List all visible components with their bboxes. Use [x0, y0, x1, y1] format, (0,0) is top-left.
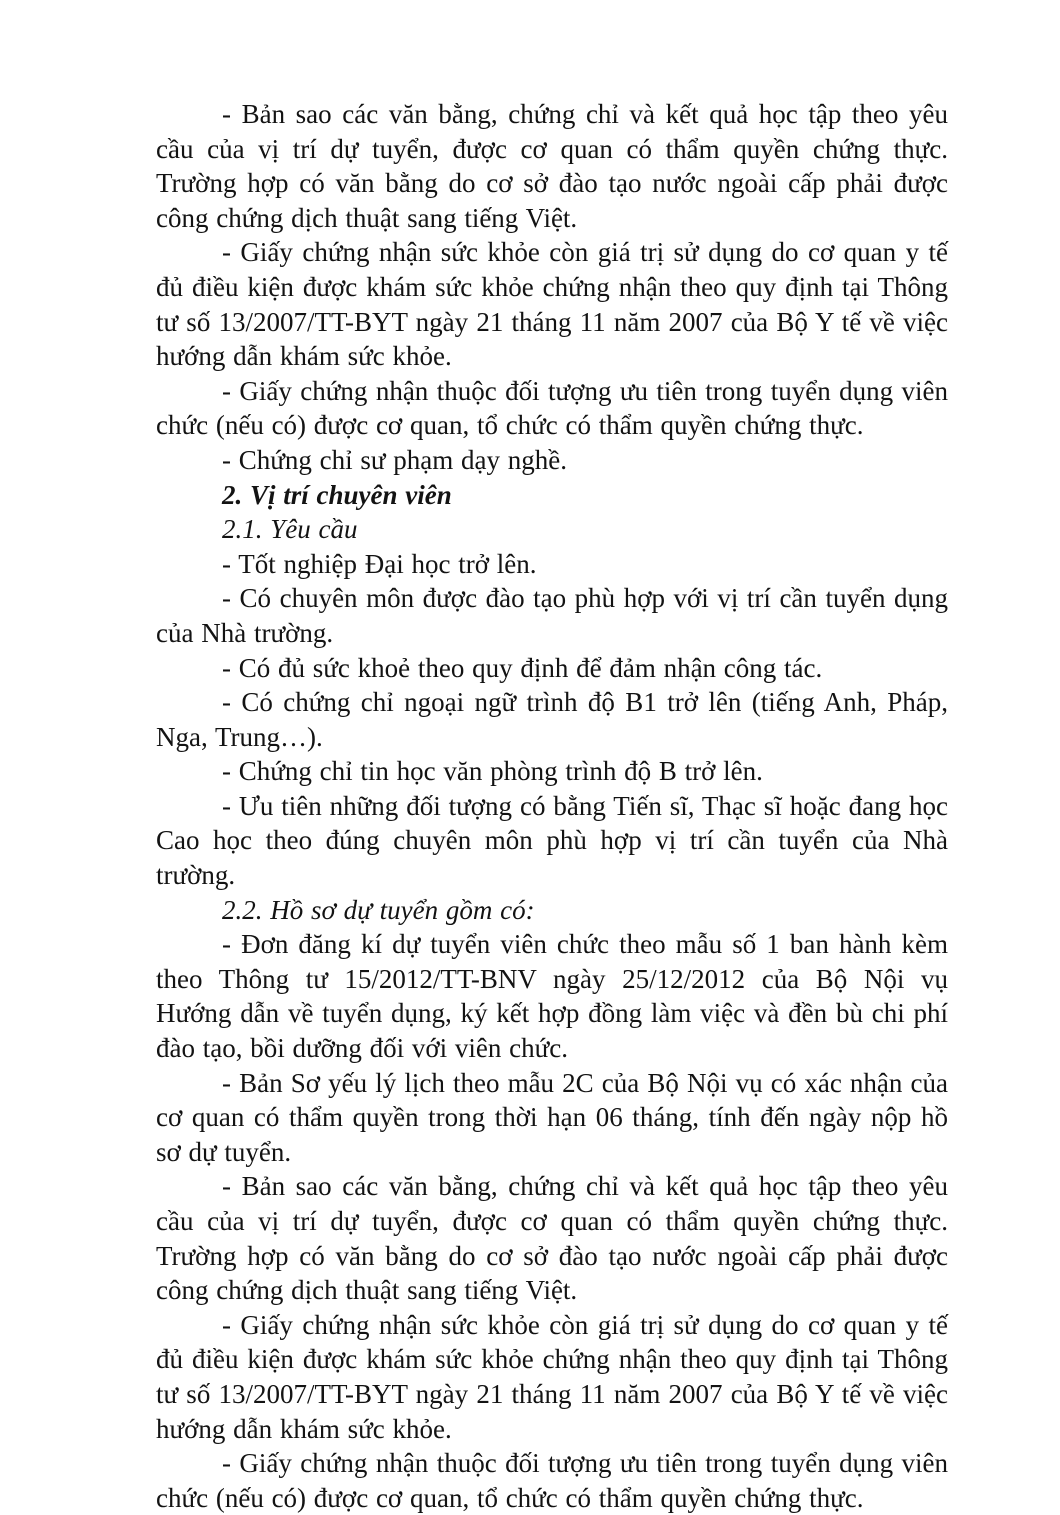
paragraph: - Bản sao các văn bằng, chứng chỉ và kết quả học tập theo yêu cầu của vị trí dự tuyển, được cơ quan có thẩm quyền chứng thực. Trường hợp có văn bằng do cơ sở đào tạo nước ngoài cấp phải được công chứng dịch thuật sang tiếng Việt.	[156, 99, 948, 233]
document-content	[156, 97, 948, 1515]
section-heading: 2. Vị trí chuyên viên	[222, 479, 452, 510]
section-subheading: 2.2. Hồ sơ dự tuyển gồm có:	[222, 894, 535, 925]
paragraph: - Có chứng chỉ ngoại ngữ trình độ B1 trở lên (tiếng Anh, Pháp, Nga, Trung…).	[156, 687, 948, 752]
paragraph: - Ưu tiên những đối tượng có bằng Tiến sĩ, Thạc sĩ hoặc đang học Cao học theo đúng chuyên môn phù hợp vị trí cần tuyển của Nhà trường.	[156, 790, 948, 891]
paragraph: - Giấy chứng nhận thuộc đối tượng ưu tiên trong tuyển dụng viên chức (nếu có) được cơ quan, tổ chức có thẩm quyền chứng thực.	[156, 1448, 948, 1513]
paragraph: - Có đủ sức khoẻ theo quy định để đảm nhận công tác.	[222, 652, 823, 683]
paragraph: - Bản sao các văn bằng, chứng chỉ và kết quả học tập theo yêu cầu của vị trí dự tuyển, được cơ quan có thẩm quyền chứng thực. Trường hợp có văn bằng do cơ sở đào tạo nước ngoài cấp phải được công chứng dịch thuật sang tiếng Việt.	[156, 1171, 948, 1306]
section-subheading: 2.1. Yêu cầu	[222, 514, 358, 545]
paragraph: - Có chuyên môn được đào tạo phù hợp với vị trí cần tuyển dụng của Nhà trường.	[156, 583, 948, 648]
paragraph: - Đơn đăng kí dự tuyển viên chức theo mẫu số 1 ban hành kèm theo Thông tư 15/2012/TT-BNV ngày 25/12/2012 của Bộ Nội vụ Hướng dẫn về tuyển dụng, ký kết hợp đồng làm việc và đền bù chi phí đào tạo, bồi dưỡng đối với viên chức.	[156, 929, 948, 1064]
paragraph: - Tốt nghiệp Đại học trở lên.	[222, 548, 537, 579]
paragraph: - Chứng chỉ sư phạm dạy nghề.	[222, 444, 567, 475]
paragraph: - Giấy chứng nhận sức khỏe còn giá trị sử dụng do cơ quan y tế đủ điều kiện được khám sức khỏe chứng nhận theo quy định tại Thông tư số 13/2007/TT-BYT ngày 21 tháng 11 năm 2007 của Bộ Y tế về việc hướng dẫn khám sức khỏe.	[156, 237, 948, 372]
paragraph: - Giấy chứng nhận thuộc đối tượng ưu tiên trong tuyển dụng viên chức (nếu có) được cơ quan, tổ chức có thẩm quyền chứng thực.	[156, 375, 948, 441]
paragraph: - Chứng chỉ tin học văn phòng trình độ B trở lên.	[222, 756, 763, 787]
paragraph: - Giấy chứng nhận sức khỏe còn giá trị sử dụng do cơ quan y tế đủ điều kiện được khám sức khỏe chứng nhận theo quy định tại Thông tư số 13/2007/TT-BYT ngày 21 tháng 11 năm 2007 của Bộ Y tế về việc hướng dẫn khám sức khỏe.	[156, 1309, 948, 1444]
paragraph: - Bản Sơ yếu lý lịch theo mẫu 2C của Bộ Nội vụ có xác nhận của cơ quan có thẩm quyền trong thời hạn 06 tháng, tính đến ngày nộp hồ sơ dự tuyển.	[156, 1067, 948, 1167]
